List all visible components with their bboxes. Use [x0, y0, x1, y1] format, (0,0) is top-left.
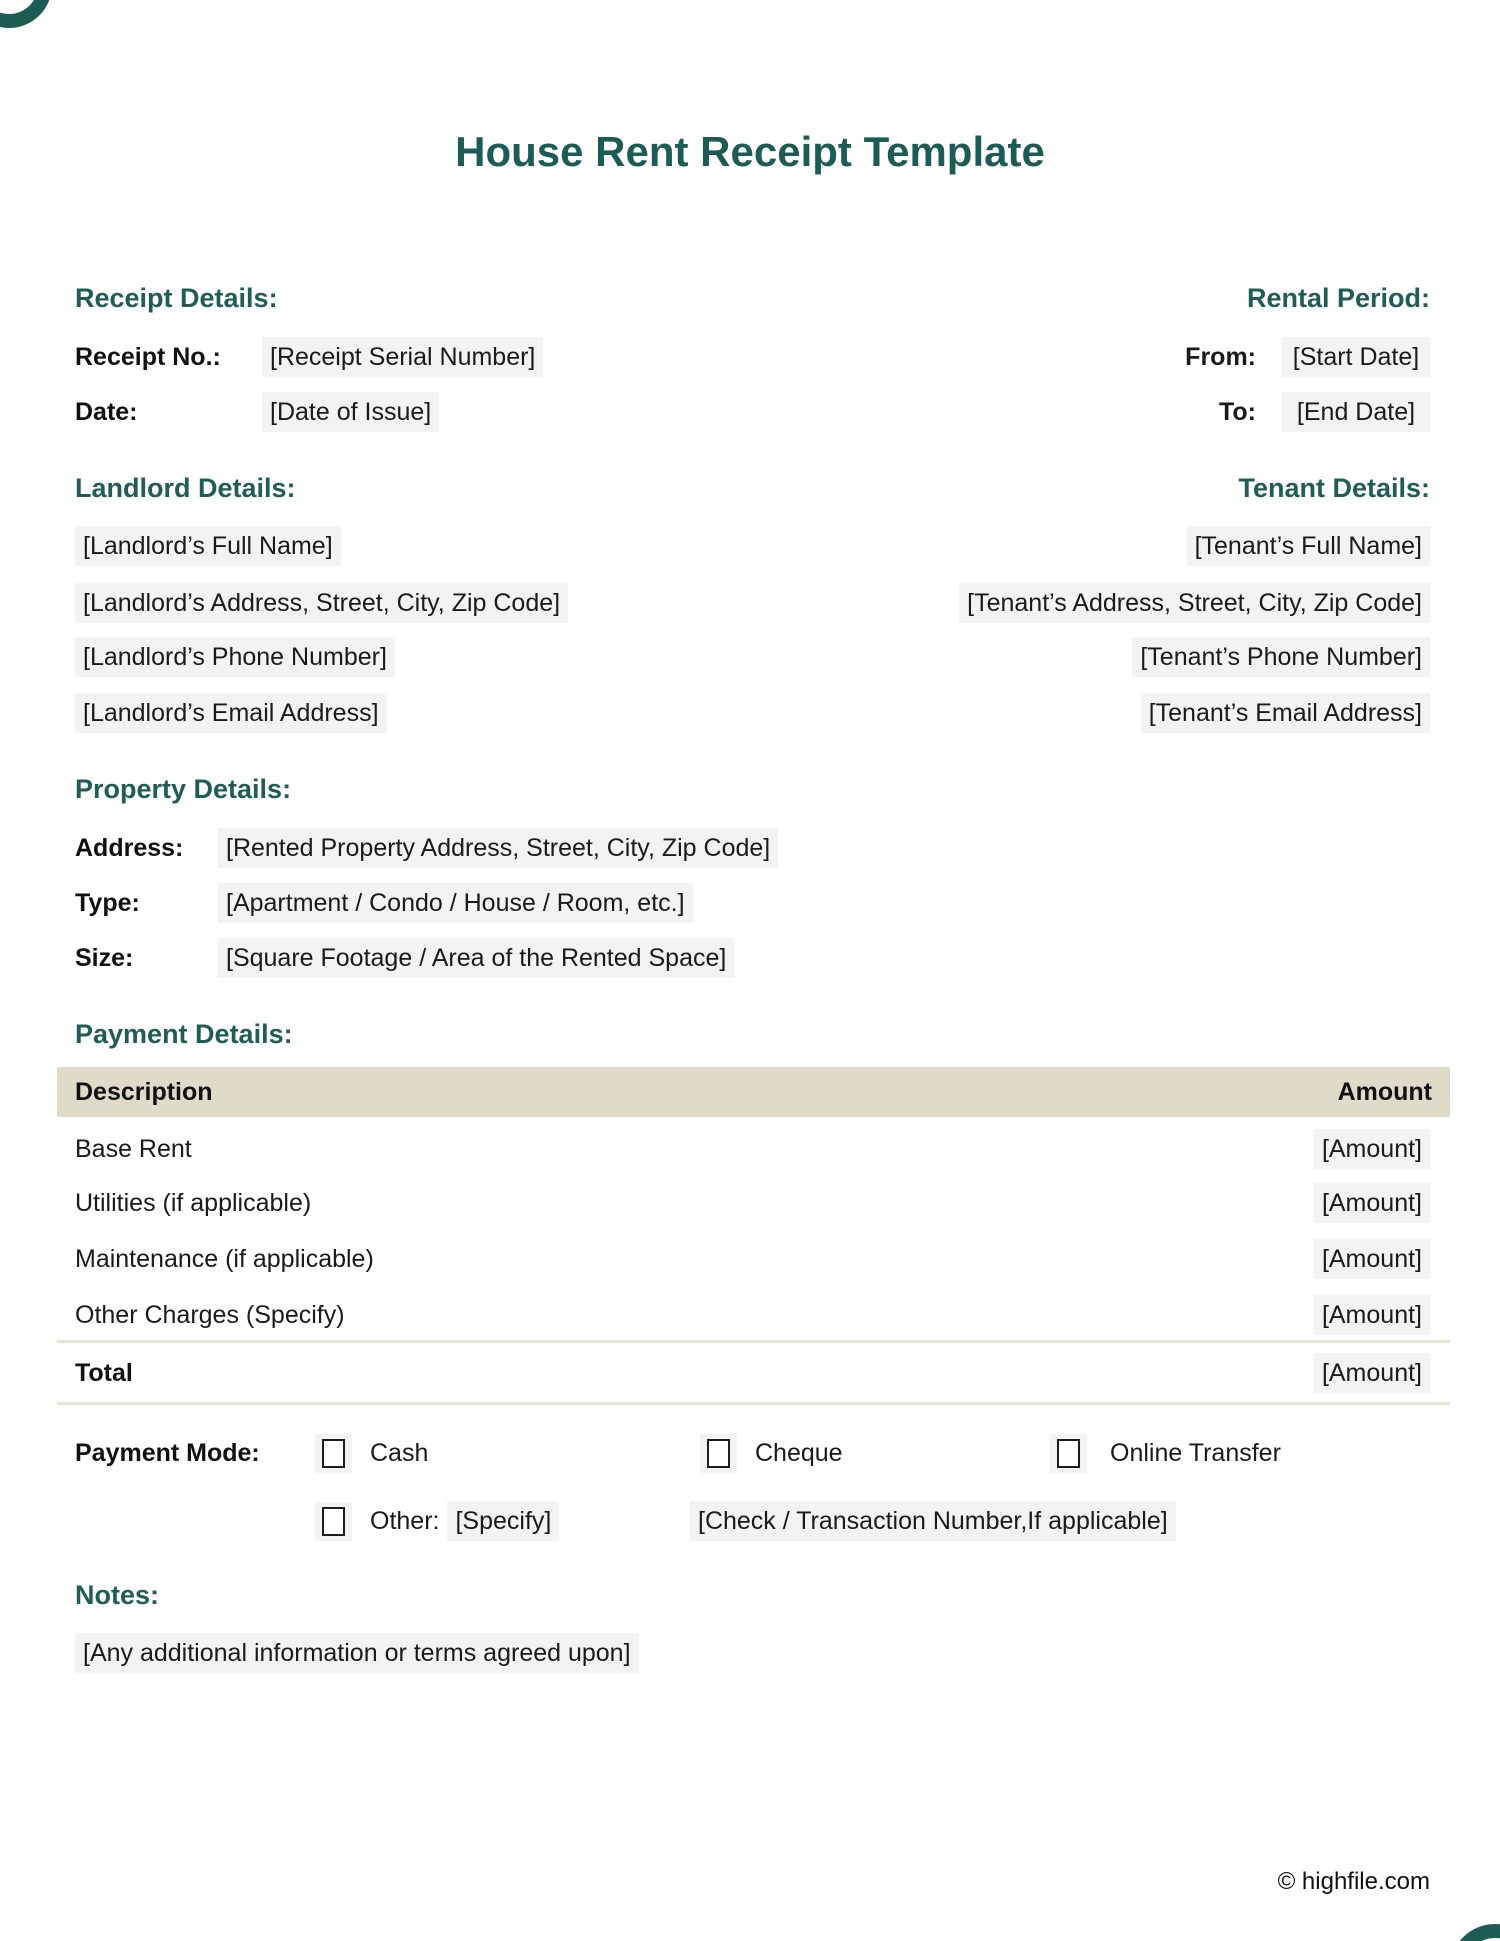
- rental-from-label: From:: [1185, 343, 1256, 371]
- rental-to-field[interactable]: [End Date]: [1282, 392, 1430, 432]
- tenant-details-heading: Tenant Details:: [1238, 473, 1430, 503]
- property-size-row: [75, 938, 734, 978]
- payment-details-heading: Payment Details:: [75, 1019, 293, 1049]
- receipt-details-heading: Receipt Details:: [75, 283, 278, 313]
- decorative-ring-bottom-right-icon: [1450, 1924, 1500, 1941]
- cash-option-label: Cash: [370, 1439, 429, 1467]
- table-row: [75, 1242, 1430, 1276]
- total-row: [75, 1356, 1430, 1390]
- rental-to-label: To:: [1218, 398, 1256, 426]
- property-type-row: [75, 883, 693, 923]
- page-title: House Rent Receipt Template: [455, 128, 1045, 175]
- total-divider-bottom: [57, 1402, 1450, 1405]
- property-size-field[interactable]: [Square Footage / Area of the Rented Space]: [218, 938, 734, 978]
- row-amount-field[interactable]: [Amount]: [1314, 1183, 1430, 1223]
- table-row: [75, 1132, 1430, 1166]
- payment-mode-row-2: [75, 1501, 1430, 1541]
- description-column-header: Description: [75, 1077, 213, 1106]
- total-amount-field[interactable]: [Amount]: [1314, 1353, 1430, 1393]
- cheque-checkbox[interactable]: [700, 1434, 737, 1473]
- issue-date-label: Date:: [75, 398, 138, 426]
- rental-from-row: [1178, 337, 1430, 377]
- checkbox-icon: [1057, 1439, 1080, 1468]
- property-type-field[interactable]: [Apartment / Condo / House / Room, etc.]: [218, 883, 693, 923]
- amount-column-header: Amount: [1337, 1077, 1432, 1106]
- row-amount-field[interactable]: [Amount]: [1314, 1239, 1430, 1279]
- row-amount-field[interactable]: [Amount]: [1314, 1295, 1430, 1335]
- cheque-option-label: Cheque: [755, 1439, 843, 1467]
- checkbox-icon: [707, 1439, 730, 1468]
- property-type-label: Type:: [75, 889, 140, 917]
- row-description: Maintenance (if applicable): [75, 1245, 374, 1273]
- payment-table-header: [57, 1067, 1450, 1117]
- notes-heading: Notes:: [75, 1580, 160, 1610]
- row-description: Base Rent: [75, 1135, 192, 1163]
- row-description: Utilities (if applicable): [75, 1189, 312, 1217]
- tenant-phone-field[interactable]: [Tenant’s Phone Number]: [1132, 637, 1430, 677]
- checkbox-icon: [322, 1507, 345, 1536]
- total-divider-top: [57, 1340, 1450, 1343]
- tenant-name-field[interactable]: [Tenant’s Full Name]: [1187, 526, 1430, 566]
- notes-field[interactable]: [Any additional information or terms agreed upon]: [75, 1633, 639, 1673]
- rental-period-heading: Rental Period:: [1246, 283, 1430, 313]
- property-size-label: Size:: [75, 944, 134, 972]
- transaction-number-field[interactable]: [Check / Transaction Number,If applicable]: [690, 1501, 1176, 1541]
- other-option-label: Other:: [370, 1507, 440, 1535]
- row-description: Other Charges (Specify): [75, 1301, 345, 1329]
- payment-mode-label: Payment Mode:: [75, 1439, 260, 1467]
- receipt-number-row: [75, 337, 543, 377]
- landlord-details-heading: Landlord Details:: [75, 473, 296, 503]
- landlord-address-field[interactable]: [Landlord’s Address, Street, City, Zip Code]: [75, 583, 568, 623]
- issue-date-row: [75, 392, 439, 432]
- property-address-row: [75, 828, 778, 868]
- row-amount-field[interactable]: [Amount]: [1314, 1129, 1430, 1169]
- total-label: Total: [75, 1359, 133, 1387]
- other-checkbox[interactable]: [315, 1502, 352, 1541]
- issue-date-field[interactable]: [Date of Issue]: [262, 392, 439, 432]
- table-row: [75, 1298, 1430, 1332]
- rental-to-row: [1178, 392, 1430, 432]
- landlord-email-field[interactable]: [Landlord’s Email Address]: [75, 693, 387, 733]
- cash-checkbox[interactable]: [315, 1434, 352, 1473]
- online-transfer-checkbox[interactable]: [1050, 1434, 1087, 1473]
- copyright-footer: © highfile.com: [1277, 1868, 1430, 1895]
- rental-from-field[interactable]: [Start Date]: [1282, 337, 1430, 377]
- tenant-email-field[interactable]: [Tenant’s Email Address]: [1141, 693, 1430, 733]
- online-transfer-option-label: Online Transfer: [1110, 1439, 1281, 1467]
- landlord-name-field[interactable]: [Landlord’s Full Name]: [75, 526, 341, 566]
- receipt-number-label: Receipt No.:: [75, 343, 221, 371]
- payment-mode-row-1: [75, 1433, 1430, 1473]
- checkbox-icon: [322, 1439, 345, 1468]
- property-address-field[interactable]: [Rented Property Address, Street, City, Zip Code]: [218, 828, 778, 868]
- decorative-ring-top-left-icon: [0, 0, 52, 28]
- landlord-phone-field[interactable]: [Landlord’s Phone Number]: [75, 637, 395, 677]
- other-specify-field[interactable]: [Specify]: [447, 1501, 559, 1541]
- table-row: [75, 1186, 1430, 1220]
- receipt-number-field[interactable]: [Receipt Serial Number]: [262, 337, 543, 377]
- tenant-address-field[interactable]: [Tenant’s Address, Street, City, Zip Code]: [959, 583, 1430, 623]
- property-details-heading: Property Details:: [75, 774, 292, 804]
- property-address-label: Address:: [75, 834, 184, 862]
